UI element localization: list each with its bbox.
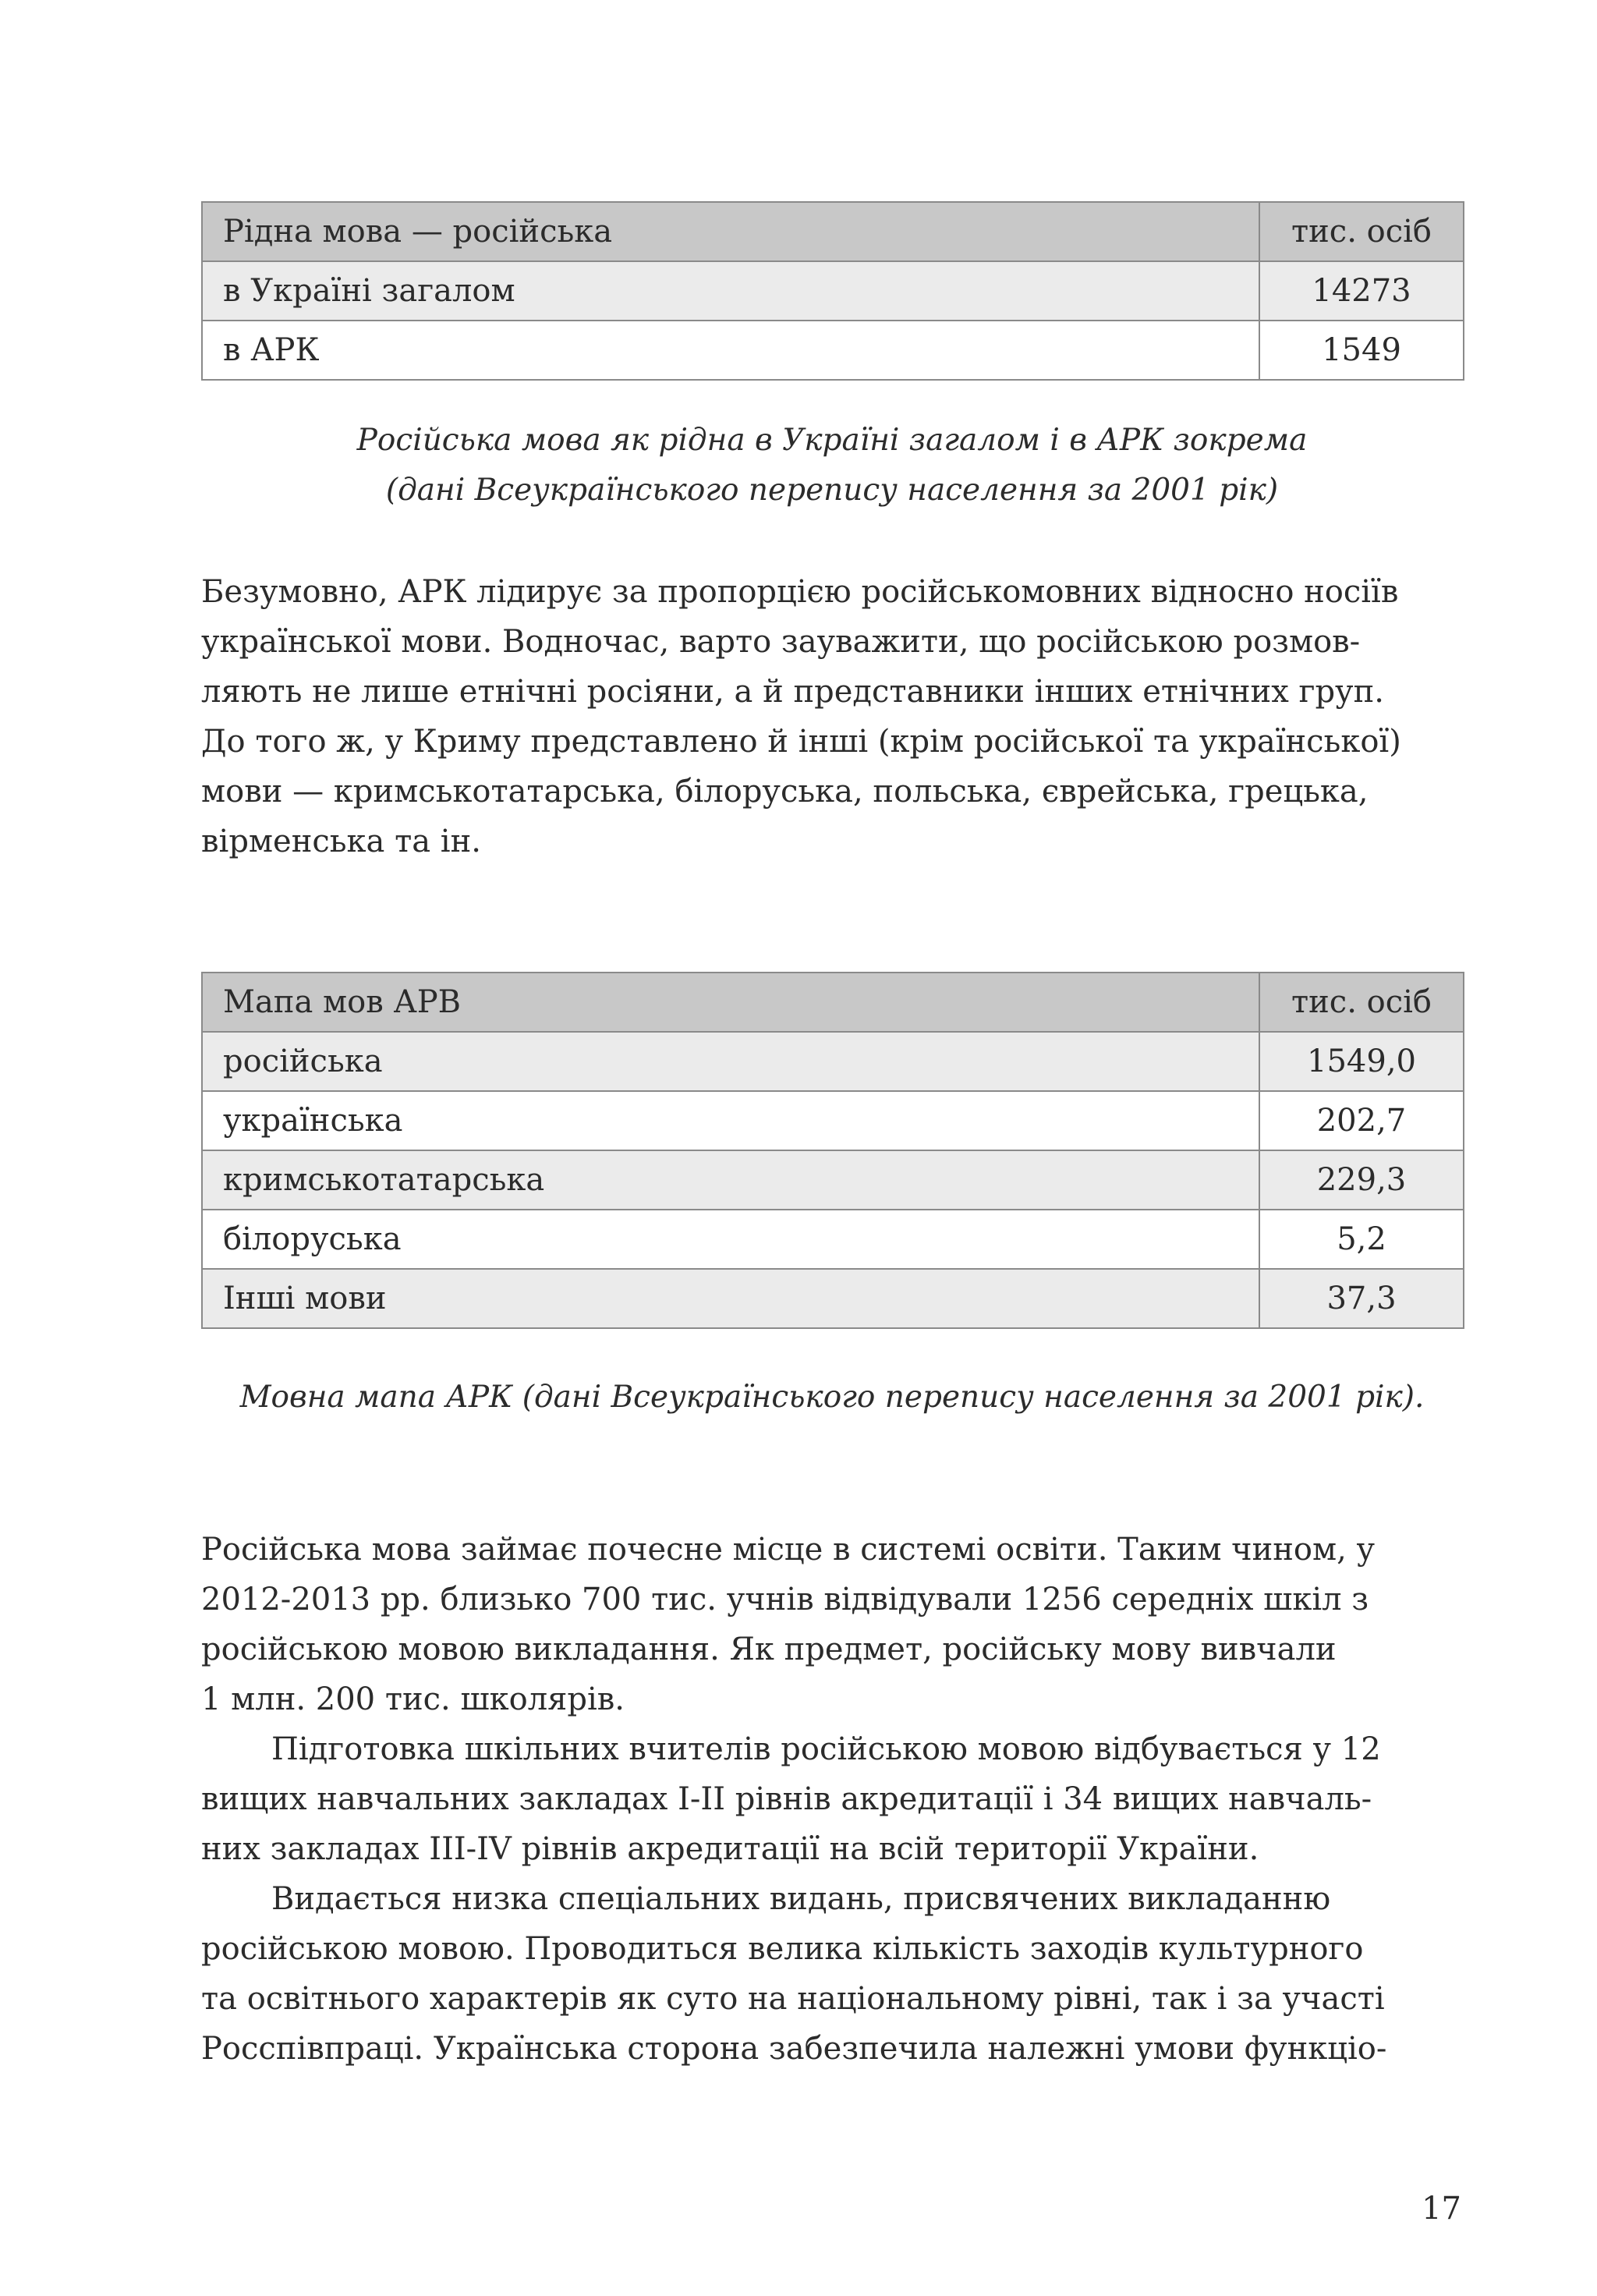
row-value: 1549,0 [1259, 1032, 1464, 1091]
table-header-label: Мапа мов АРВ [202, 973, 1259, 1032]
text-line: них закладах III-IV рівнів акредитації на всій території України. [201, 1831, 1259, 1867]
caption-line: Російська мова як рідна в Україні загалом і в АРК зокрема [356, 423, 1308, 458]
text-line: російською мовою викладання. Як предмет, російську мову вивчали [201, 1632, 1337, 1667]
row-label: Інші мови [202, 1269, 1259, 1328]
paragraph-publications [201, 1874, 1472, 2074]
page-number: 17 [1422, 2191, 1461, 2227]
row-label: українська [202, 1091, 1259, 1150]
text-line: 1 млн. 200 тис. школярів. [201, 1681, 625, 1717]
caption-line: (дані Всеукраїнського перепису населення за 2001 рік) [385, 473, 1279, 508]
text-line: Росспівпраці. Українська сторона забезпечила належні умови функціо- [201, 2031, 1387, 2067]
row-label: в АРК [202, 321, 1259, 380]
paragraph-teacher-training [201, 1724, 1472, 1874]
row-label: кримськотатарська [202, 1150, 1259, 1210]
caption-line: Мовна мапа АРК (дані Всеукраїнського перепису населення за 2001 рік). [239, 1380, 1425, 1415]
row-label: в Україні загалом [202, 261, 1259, 321]
table-row [202, 1269, 1464, 1328]
text-line: вірменська та ін. [201, 824, 481, 859]
text-line: російською мовою. Проводиться велика кількість заходів культурного [201, 1931, 1364, 1967]
table-row [202, 1210, 1464, 1269]
table-header-unit: тис. осіб [1259, 202, 1464, 261]
native-language-table [201, 201, 1464, 381]
table-header-row [202, 202, 1464, 261]
language-map-table [201, 972, 1464, 1329]
table-row [202, 1032, 1464, 1091]
text-line: вищих навчальних закладах I-II рівнів акредитації і 34 вищих навчаль- [201, 1781, 1372, 1817]
text-line: української мови. Водночас, варто зауважити, що російською розмов- [201, 624, 1361, 660]
text-line: мови — кримськотатарська, білоруська, польська, єврейська, грецька, [201, 774, 1369, 810]
text-line: Підготовка шкільних вчителів російською мовою відбувається у 12 [271, 1731, 1381, 1767]
row-value: 5,2 [1259, 1210, 1464, 1269]
table-caption-native-language [201, 416, 1463, 516]
text-line: 2012-2013 рр. близько 700 тис. учнів відвідували 1256 середніх шкіл з [201, 1582, 1369, 1617]
text-line: ляють не лише етнічні росіяни, а й представники інших етнічних груп. [201, 674, 1384, 710]
row-label: білоруська [202, 1210, 1259, 1269]
row-value: 202,7 [1259, 1091, 1464, 1150]
paragraph-russian-speakers [201, 567, 1472, 866]
text-line: До того ж, у Криму представлено й інші (крім російської та української) [201, 724, 1401, 760]
education-section [201, 1525, 1472, 2074]
text-line: Безумовно, АРК лідирує за пропорцією російськомовних відносно носіїв [201, 574, 1399, 610]
row-value: 37,3 [1259, 1269, 1464, 1328]
row-value: 1549 [1259, 321, 1464, 380]
text-line: Видається низка спеціальних видань, присвячених викладанню [271, 1881, 1331, 1917]
row-value: 229,3 [1259, 1150, 1464, 1210]
row-value: 14273 [1259, 261, 1464, 321]
table-row [202, 321, 1464, 380]
table-caption-language-map [201, 1373, 1463, 1423]
text-line: та освітнього характерів як суто на національному рівні, так і за участі [201, 1981, 1385, 2017]
table-header-label: Рідна мова — російська [202, 202, 1259, 261]
table-row [202, 1150, 1464, 1210]
paragraph-education [201, 1525, 1472, 1724]
text-line: Російська мова займає почесне місце в системі освіти. Таким чином, у [201, 1532, 1376, 1568]
table-header-unit: тис. осіб [1259, 973, 1464, 1032]
table-row [202, 1091, 1464, 1150]
table-header-row [202, 973, 1464, 1032]
row-label: російська [202, 1032, 1259, 1091]
table-row [202, 261, 1464, 321]
